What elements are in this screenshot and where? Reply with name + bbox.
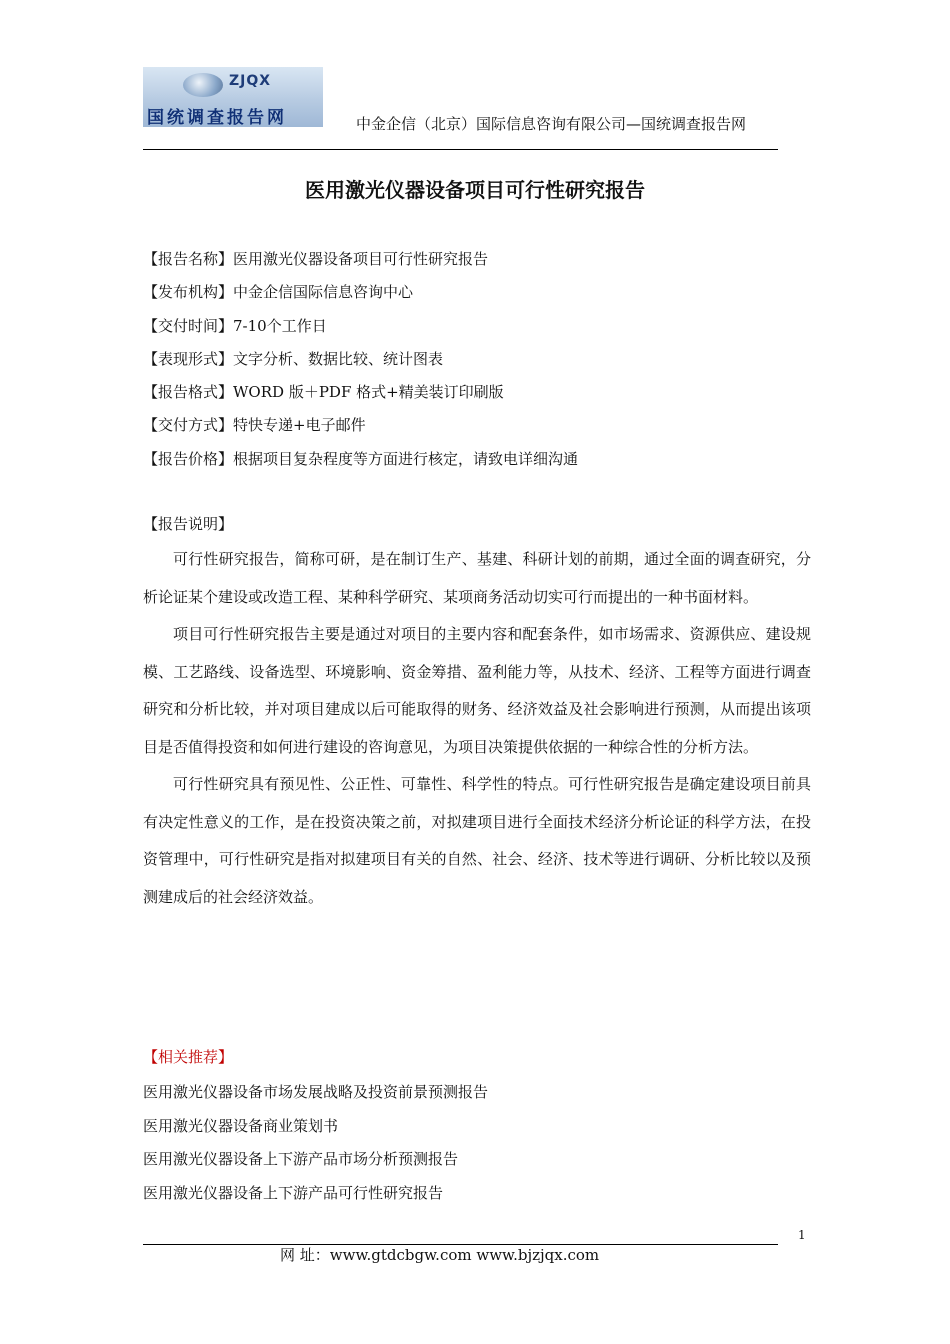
- description-heading: 【报告说明】: [143, 515, 234, 533]
- description-paragraph: 项目可行性研究报告主要是通过对项目的主要内容和配套条件，如市场需求、资源供应、建设规模、工艺路线、设备选型、环境影响、资金筹措、盈利能力等，从技术、经济、工程等方面进行调查研究和分析比较，并对项目建成以后可能取得的财务、经济效益及社会影响进行预测，从而提出该项目是否值得投资和如何进行建设的咨询意见，为项目决策提供依据的一种综合性的分析方法。: [143, 625, 811, 756]
- page-title: 医用激光仪器设备项目可行性研究报告: [305, 178, 645, 202]
- meta-item: [143, 278, 578, 311]
- description-body: [143, 541, 811, 916]
- meta-value: 中金企信国际信息咨询中心: [233, 283, 414, 302]
- meta-value: 根据项目复杂程度等方面进行核定，请致电详细沟通: [233, 449, 579, 468]
- related-list: [143, 1078, 488, 1212]
- meta-value: 7-10个工作日: [233, 316, 327, 335]
- related-link[interactable]: 医用激光仪器设备商业策划书: [143, 1116, 339, 1135]
- meta-label: 【报告价格】: [143, 449, 234, 468]
- meta-item: [143, 378, 578, 411]
- meta-item: [143, 345, 578, 378]
- globe-icon: [183, 73, 223, 97]
- header-company: 中金企信（北京）国际信息咨询有限公司—国统调查报告网: [356, 115, 747, 133]
- meta-label: 【交付方式】: [143, 416, 234, 435]
- meta-value: 文字分析、数据比较、统计图表: [233, 349, 444, 368]
- meta-value: 特快专递+电子邮件: [233, 416, 366, 435]
- footer-urls: 网 址：www.gtdcbgw.com www.bjzjqx.com: [280, 1246, 600, 1264]
- description-paragraph: 可行性研究具有预见性、公正性、可靠性、科学性的特点。可行性研究报告是确定建设项目前具有决定性意义的工作，是在投资决策之前，对拟建项目进行全面技术经济分析论证的科学方法，在投资管理中，可行性研究是指对拟建项目有关的自然、社会、经济、技术等进行调研、分析比较以及预测建成后的社会经济效益。: [143, 775, 811, 906]
- page-number: 1: [798, 1228, 806, 1242]
- meta-item: [143, 245, 578, 278]
- logo-text-top: ZJQX: [229, 73, 272, 89]
- related-link[interactable]: 医用激光仪器设备上下游产品市场分析预测报告: [143, 1150, 459, 1168]
- meta-value: WORD 版＋PDF 格式+精美装订印刷版: [233, 383, 504, 402]
- meta-label: 【发布机构】: [143, 283, 234, 302]
- related-link[interactable]: 医用激光仪器设备上下游产品可行性研究报告: [143, 1183, 444, 1202]
- meta-label: 【交付时间】: [143, 316, 234, 335]
- header-rule: [143, 149, 778, 150]
- meta-item: [143, 411, 578, 444]
- meta-label: 【表现形式】: [143, 349, 234, 368]
- company-logo: [143, 67, 323, 127]
- meta-label: 【报告格式】: [143, 383, 234, 402]
- meta-value: 医用激光仪器设备项目可行性研究报告: [233, 250, 489, 268]
- related-link[interactable]: 医用激光仪器设备市场发展战略及投资前景预测报告: [143, 1083, 489, 1101]
- description-paragraph: 可行性研究报告，简称可研，是在制订生产、基建、科研计划的前期，通过全面的调查研究，分析论证某个建设或改造工程、某种科学研究、某项商务活动切实可行而提出的一种书面材料。: [143, 550, 811, 606]
- meta-item: [143, 312, 578, 345]
- meta-label: 【报告名称】: [143, 250, 234, 268]
- meta-item: [143, 445, 578, 478]
- related-heading: 【相关推荐】: [143, 1048, 234, 1066]
- report-meta-list: [143, 245, 578, 478]
- logo-text-bottom: 国统调查报告网: [147, 108, 287, 127]
